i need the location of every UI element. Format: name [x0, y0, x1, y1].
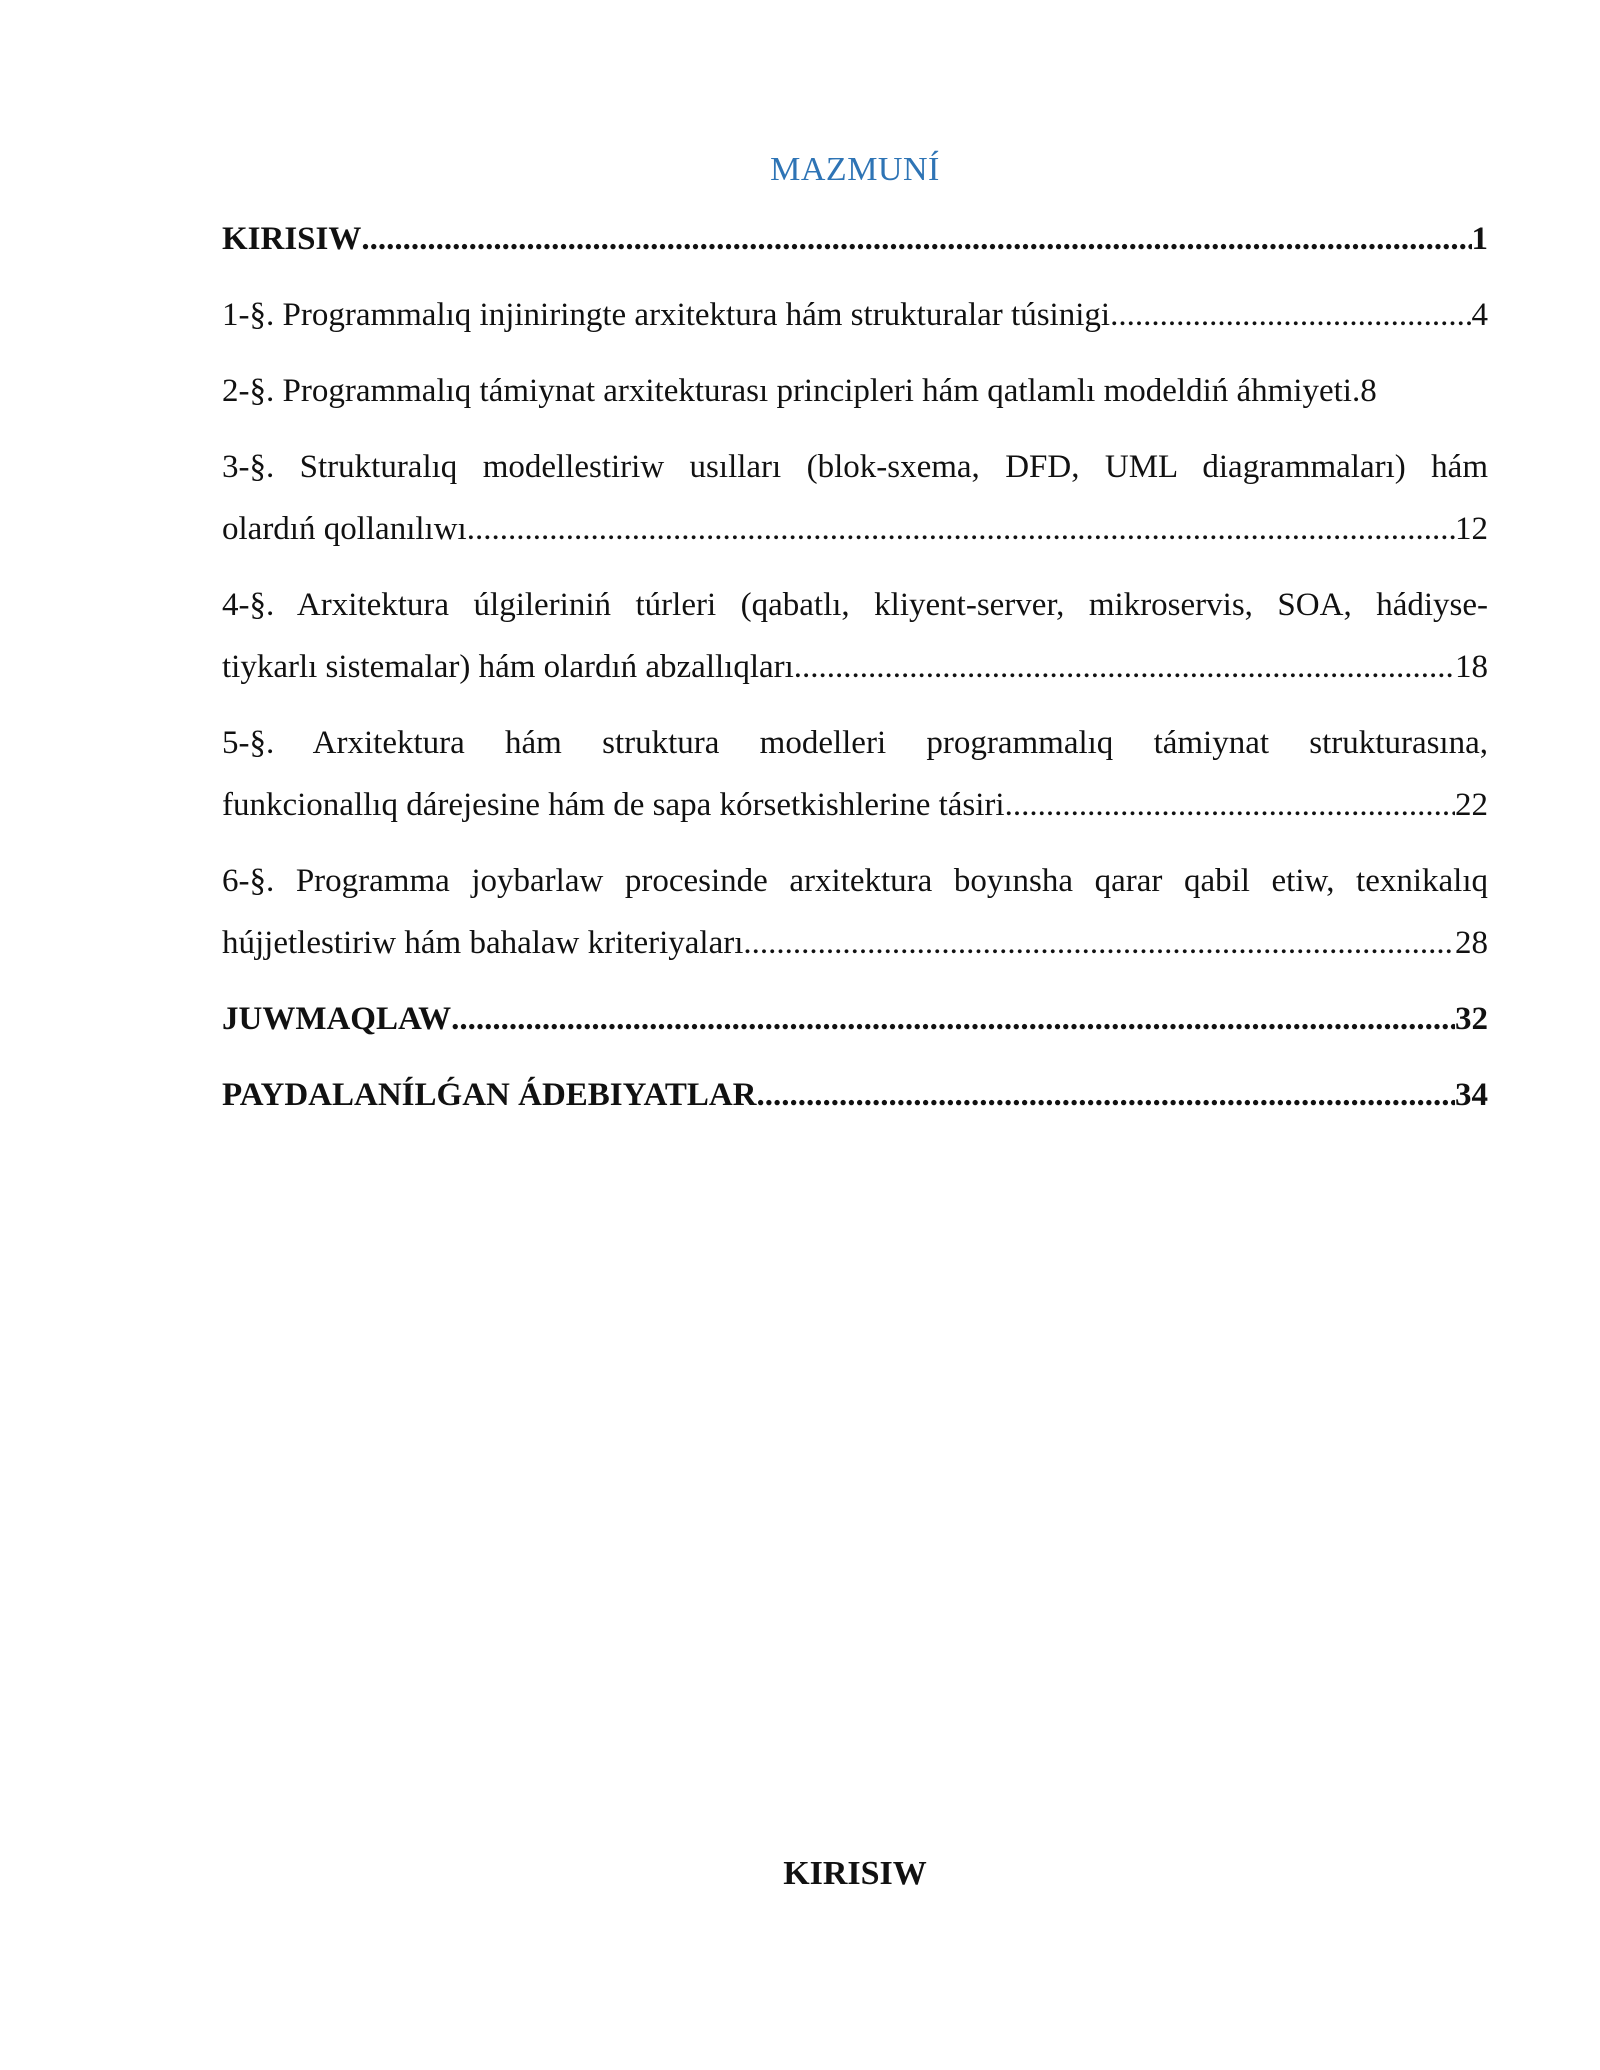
toc-leader-dots	[451, 988, 1455, 1050]
toc-entry-section-3[interactable]	[222, 436, 1488, 560]
toc-leader-dots	[743, 912, 1455, 974]
toc-entry-label: 1-§. Programmalıq injiniringte arxitektura hám strukturalar túsinigi	[222, 297, 1111, 333]
toc-entry-label-line-1: 4-§. Arxitektura úlgileriniń túrleri (qabatlı, kliyent-server, mikroservis, SOA, hádiyse-	[222, 587, 1488, 623]
toc-leader-dots	[1110, 284, 1471, 346]
toc-entry-page: 18	[1455, 649, 1488, 685]
toc-entry-label-line-2: tiykarlı sistemalar) hám olardıń abzallıqları	[222, 649, 794, 685]
toc-entry-label-line-2: hújjetlestiriw hám bahalaw kriteriyaları	[222, 925, 744, 961]
toc-entry-page: 8	[1360, 373, 1377, 409]
toc-entry-section-1[interactable]	[222, 284, 1488, 346]
toc-leader-dots	[794, 636, 1455, 698]
toc-entry-label-line-1: 3-§. Strukturalıq modellestiriw usılları (blok-sxema, DFD, UML diagrammaları) hám	[222, 449, 1488, 485]
toc-entry-section-4[interactable]	[222, 574, 1488, 698]
table-of-contents	[222, 208, 1488, 1140]
toc-entry-conclusion[interactable]	[222, 988, 1488, 1050]
toc-entry-page: 28	[1455, 925, 1488, 961]
toc-entry-page: 1	[1471, 221, 1488, 257]
toc-entry-label: KIRISIW	[222, 221, 362, 257]
toc-entry-section-2[interactable]	[222, 360, 1488, 422]
toc-entry-page: 22	[1455, 787, 1488, 823]
chapter-heading: KIRISIW	[783, 1855, 927, 1892]
toc-entry-label: PAYDALANÍLǴAN ÁDEBIYATLAR	[222, 1077, 757, 1113]
toc-entry-page: 32	[1455, 1001, 1488, 1037]
toc-entry-label: JUWMAQLAW	[222, 1001, 452, 1037]
toc-leader-dots	[467, 498, 1455, 560]
toc-leader-dots	[1005, 774, 1455, 836]
toc-entry-label: 2-§. Programmalıq támiynat arxitekturası principleri hám qatlamlı modeldiń áhmiyeti.	[222, 373, 1361, 409]
toc-entry-label-line-1: 6-§. Programma joybarlaw procesinde arxitektura boyınsha qarar qabil etiw, texnikalıq	[222, 863, 1488, 899]
toc-entry-label-line-2: olardıń qollanılıwı	[222, 511, 467, 547]
toc-entry-page: 34	[1455, 1077, 1488, 1113]
toc-entry-page: 12	[1455, 511, 1488, 547]
toc-entry-label-line-1: 5-§. Arxitektura hám struktura modelleri programmalıq támiynat strukturasına,	[222, 725, 1488, 761]
toc-entry-section-6[interactable]	[222, 850, 1488, 974]
toc-leader-dots	[757, 1064, 1455, 1126]
toc-title: MAZMUNÍ	[770, 151, 940, 188]
toc-entry-references[interactable]	[222, 1064, 1488, 1126]
toc-leader-dots	[361, 208, 1471, 270]
toc-entry-section-5[interactable]	[222, 712, 1488, 836]
toc-entry-page: 4	[1471, 297, 1488, 333]
toc-entry-introduction[interactable]	[222, 208, 1488, 270]
toc-entry-label-line-2: funkcionallıq dárejesine hám de sapa kórsetkishlerine tásiri	[222, 787, 1005, 823]
